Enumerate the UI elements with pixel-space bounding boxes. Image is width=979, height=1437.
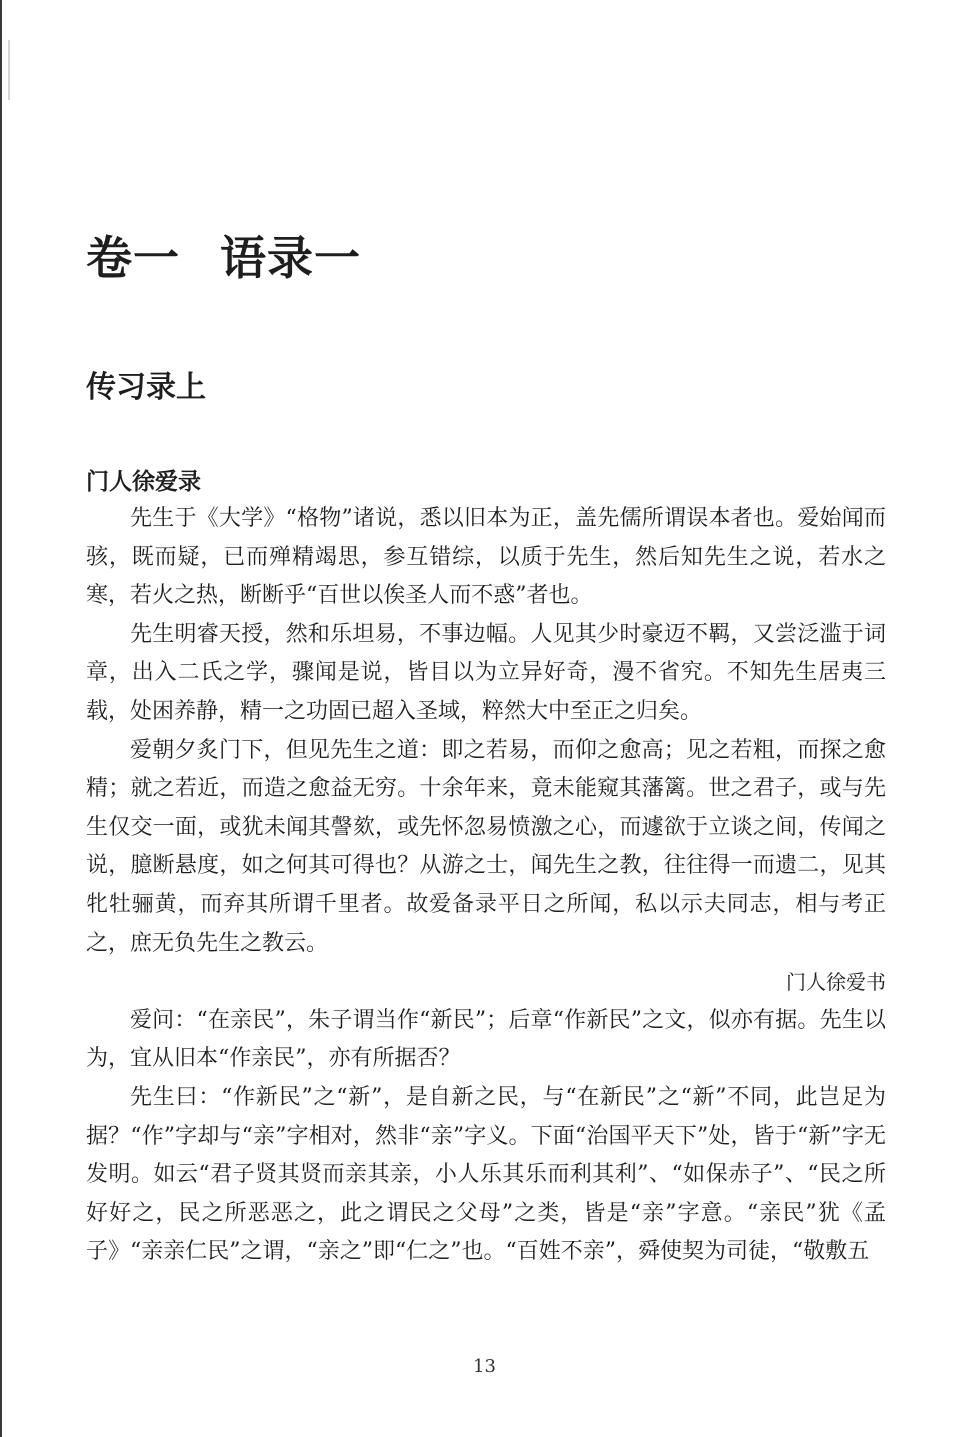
- scan-mark: [8, 40, 10, 100]
- paragraph-1: 先生于《大学》“格物”诸说，悉以旧本为正，盖先儒所谓误本者也。爱始闻而骇，既而疑，已而殚精竭思，参互错综，以质于先生，然后知先生之说，若水之寒，若火之热，断断乎“百世以俟圣人而不惑”者也。: [86, 506, 886, 609]
- section-title: 传习录上: [86, 370, 206, 405]
- page-number: 13: [473, 1356, 496, 1377]
- signature: 门人徐爱书: [786, 970, 886, 995]
- body-text: [86, 500, 886, 1272]
- volume-title-part2: 语录一: [220, 231, 361, 285]
- dialogue-answer: 先生曰：“作新民”之“新”，是自新之民，与“在新民”之“新”不同，此岂足为据？“作”字却与“亲”字相对，然非“亲”字义。下面“治国平天下”处，皆于“新”字无发明。如云“君子贤其贤而亲其亲，小人乐其乐而利其利”、“如保赤子”、“民之所好好之，民之所恶恶之，此之谓民之父母”之类，皆是“亲”字意。“亲民”犹《孟子》“亲亲仁民”之谓，“亲之”即“仁之”也。“百姓不亲”，舜使契为司徒，“敬敷五: [86, 1084, 886, 1265]
- page-edge-shadow: [0, 0, 2, 1437]
- volume-title-part1: 卷一: [86, 231, 180, 285]
- paragraph-3: 爱朝夕炙门下，但见先生之道：即之若易，而仰之愈高；见之若粗，而探之愈精；就之若近，而造之愈益无穷。十余年来，竟未能窥其藩篱。世之君子，或与先生仅交一面，或犹未闻其謦欬，或先怀忽易愤激之心，而遽欲于立谈之间，传闻之说，臆断悬度，如之何其可得也？从游之士，闻先生之教，往往得一而遗二，见其牝牡骊黄，而弃其所谓千里者。故爱备录平日之所闻，私以示夫同志，相与考正之，庶无负先生之教云。: [86, 737, 886, 956]
- volume-title: [86, 222, 361, 288]
- subsection-title: 门人徐爱录: [86, 469, 201, 495]
- dialogue-question: 爱问：“在亲民”，朱子谓当作“新民”；后章“作新民”之文，似亦有据。先生以为，宜从旧本“作亲民”，亦有所据否？: [86, 1007, 886, 1072]
- paragraph-2: 先生明睿天授，然和乐坦易，不事边幅。人见其少时豪迈不羁，又尝泛滥于词章，出入二氏之学，骤闻是说，皆目以为立异好奇，漫不省究。不知先生居夷三载，处困养静，精一之功固已超入圣域，粹然大中至正之归矣。: [86, 621, 886, 724]
